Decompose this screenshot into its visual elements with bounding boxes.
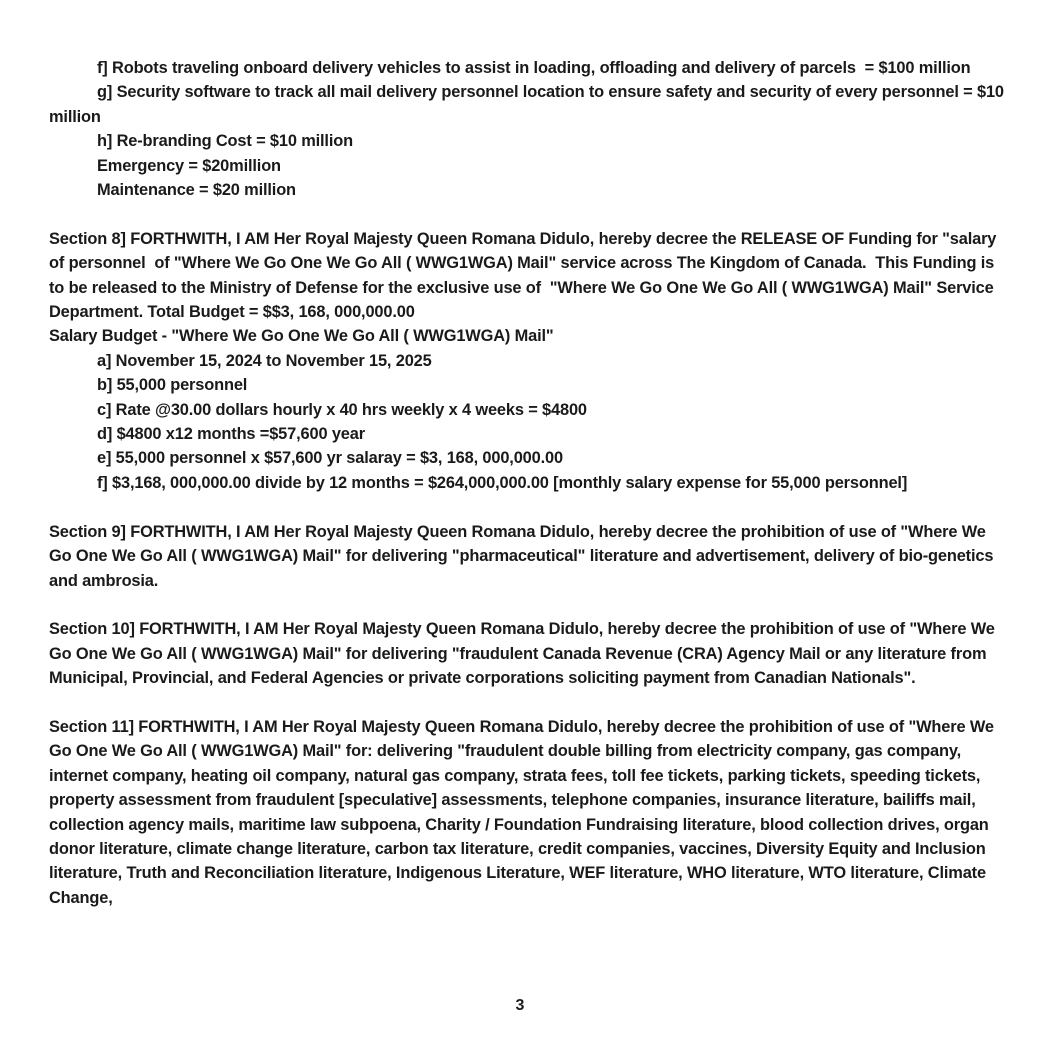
salary-item-c: c] Rate @30.00 dollars hourly x 40 hrs weekly x 4 weeks = $4800	[97, 400, 587, 419]
budget-item-g: g] Security software to track all mail delivery personnel location to ensure safety and security of every personnel = $10 million	[49, 83, 1009, 126]
salary-item-a: a] November 15, 2024 to November 15, 2025	[97, 351, 432, 370]
budget-item-emergency: Emergency = $20million	[97, 156, 281, 175]
section-11-paragraph: Section 11] FORTHWITH, I AM Her Royal Majesty Queen Romana Didulo, hereby decree the prohibition of use of "Where We Go One We Go All ( WWG1WGA) Mail" for: delivering "fraudulent double billing from electricity company, gas company, internet company, heating oil company, natural gas company, strata fees, toll fee tickets, parking tickets, speeding tickets, property assessment from fraudulent [speculative] assessments, telephone companies, insurance literature, bailiffs mail, collection agency mails, maritime law subpoena, Charity / Foundation Fundraising literature, blood collection drives, organ donor literature, climate change literature, carbon tax literature, credit companies, vaccines, Diversity Equity and Inclusion literature, Truth and Reconciliation literature, Indigenous Literature, WEF literature, WHO literature, WTO literature, Climate Change,	[49, 717, 999, 907]
section-9-paragraph: Section 9] FORTHWITH, I AM Her Royal Majesty Queen Romana Didulo, hereby decree the prohibition of use of "Where We Go One We Go All ( WWG1WGA) Mail" for delivering "pharmaceutical" literature and advertisement, delivery of bio-genetics and ambrosia.	[49, 522, 998, 590]
page-number: 3	[515, 997, 525, 1014]
paragraph-spacer	[49, 202, 1009, 226]
paragraph-spacer	[49, 593, 1009, 617]
salary-item-e: e] 55,000 personnel x $57,600 yr salaray = $3, 168, 000,000.00	[97, 449, 563, 468]
section-8-paragraph: Section 8] FORTHWITH, I AM Her Royal Majesty Queen Romana Didulo, hereby decree the RELEASE OF Funding for "salary of personnel of "Where We Go One We Go All ( WWG1WGA) Mail" service across The Kingdom of Canada. This Funding is to be released to the Ministry of Defense for the exclusive use of "Where We Go One We Go All ( WWG1WGA) Mail" Service Department. Total Budget = $$3, 168, 000,000.00	[49, 229, 1001, 322]
paragraph-spacer	[49, 691, 1009, 715]
budget-item-h: h] Re-branding Cost = $10 million	[97, 132, 353, 151]
document-page	[49, 56, 1009, 910]
budget-item-f: f] Robots traveling onboard delivery vehicles to assist in loading, offloading and delivery of parcels = $100 million	[97, 59, 971, 77]
section-10-paragraph: Section 10] FORTHWITH, I AM Her Royal Majesty Queen Romana Didulo, hereby decree the prohibition of use of "Where We Go One We Go All ( WWG1WGA) Mail" for delivering "fraudulent Canada Revenue (CRA) Agency Mail or any literature from Municipal, Provincial, and Federal Agencies or private corporations soliciting payment from Canadian Nationals".	[49, 620, 1000, 688]
salary-item-f: f] $3,168, 000,000.00 divide by 12 months = $264,000,000.00 [monthly salary expense for 55,000 personnel]	[97, 473, 908, 492]
salary-item-d: d] $4800 x12 months =$57,600 year	[97, 425, 365, 444]
budget-item-maintenance: Maintenance = $20 million	[97, 181, 296, 200]
salary-item-b: b] 55,000 personnel	[97, 376, 248, 395]
salary-budget-heading: Salary Budget - "Where We Go One We Go All ( WWG1WGA) Mail"	[49, 327, 554, 346]
paragraph-spacer	[49, 495, 1009, 519]
